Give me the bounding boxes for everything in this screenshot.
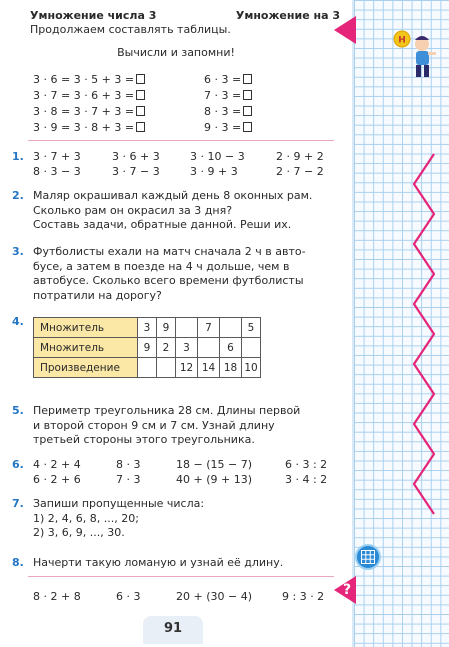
page-number: 91 [143, 616, 203, 644]
row-label: Произведение [34, 358, 138, 378]
task8-text: Начерти такую ломаную и узнай её длину. [33, 556, 284, 569]
task-number-6: 6. [12, 458, 24, 471]
task-number-7: 7. [12, 497, 24, 510]
task3-text: Футболисты ехали на матч сначала 2 ч в авто- бусе, а затем в поезде на 4 ч дольше, чем в автобусе. Сколько всего времени футболисты потратили на дорогу? [33, 245, 306, 302]
intro-text: Продолжаем составлять таблицы. [30, 23, 231, 36]
task7-text: Запиши пропущенные числа: 1) 2, 4, 6, 8, ..., 20; 2) 3, 6, 9, ..., 30. [33, 497, 205, 539]
task6-expr-3: 18 − (15 − 7) [176, 458, 252, 471]
instruction-text: Вычисли и запомни! [117, 46, 235, 59]
task6-expr-5: 6 · 2 + 6 [33, 473, 81, 486]
row-label: Множитель [34, 318, 138, 338]
task6-expr-4: 6 · 3 : 2 [285, 458, 328, 471]
task-number-2: 2. [12, 189, 24, 202]
task6-expr-6: 7 · 3 [116, 473, 141, 486]
header-right-title: Умножение на 3 [235, 9, 340, 22]
table-row: Множитель 9 2 3 6 [34, 338, 261, 358]
task-number-8: 8. [12, 556, 24, 569]
bottom-expr-4: 9 : 3 · 2 [282, 590, 325, 603]
divider-top [28, 140, 334, 141]
mascot-boy-icon [392, 30, 438, 82]
task1-expr-3: 3 · 10 − 3 [190, 150, 245, 163]
bottom-expr-3: 20 + (30 − 4) [176, 590, 252, 603]
task1-expr-4: 2 · 9 + 2 [276, 150, 324, 163]
header-left-title: Умножение числа 3 [30, 9, 157, 22]
bottom-expr-2: 6 · 3 [116, 590, 141, 603]
task2-text: Маляр окрашивал каждый день 8 оконных рам. Сколько рам он окрасил за 3 дня? Составь задачи, обратные данной. Реши их. [33, 189, 313, 231]
task-number-3: 3. [12, 245, 24, 258]
mascot-letter: Н [398, 35, 406, 46]
task-number-1: 1. [12, 150, 24, 163]
table-row: Произведение 12 14 18 10 [34, 358, 261, 378]
divider-bottom [28, 576, 334, 577]
task1-expr-5: 8 · 3 − 3 [33, 165, 81, 178]
task-number-4: 4. [12, 315, 24, 328]
grid-circle-icon [355, 544, 381, 570]
page-header [30, 9, 340, 22]
multiplication-grid-table [33, 317, 261, 378]
task1-expr-6: 3 · 7 − 3 [112, 165, 160, 178]
task1-expr-1: 3 · 7 + 3 [33, 150, 81, 163]
task6-expr-2: 8 · 3 [116, 458, 141, 471]
task1-expr-2: 3 · 6 + 3 [112, 150, 160, 163]
task6-expr-7: 40 + (9 + 13) [176, 473, 252, 486]
multiplication-table-left: 3 · 6 = 3 · 5 + 3 = 3 · 7 = 3 · 6 + 3 = 3 · 8 = 3 · 7 + 3 = 3 · 9 = 3 · 8 + 3 = [33, 72, 145, 136]
task5-text: Периметр треугольника 28 см. Длины первой и второй сторон 9 см и 7 см. Узнай длину третьей стороны этого треугольника. [33, 404, 301, 446]
task1-expr-8: 2 · 7 − 2 [276, 165, 324, 178]
table-row: Множитель 3 9 7 5 [34, 318, 261, 338]
multiplication-table-right: 6 · 3 = 7 · 3 = 8 · 3 = 9 · 3 = [204, 72, 252, 136]
task6-expr-1: 4 · 2 + 4 [33, 458, 81, 471]
row-label: Множитель [34, 338, 138, 358]
task-number-5: 5. [12, 404, 24, 417]
task6-expr-8: 3 · 4 : 2 [285, 473, 328, 486]
task1-expr-7: 3 · 9 + 3 [190, 165, 238, 178]
bottom-expr-1: 8 · 2 + 8 [33, 590, 81, 603]
question-icon: ? [342, 582, 352, 598]
